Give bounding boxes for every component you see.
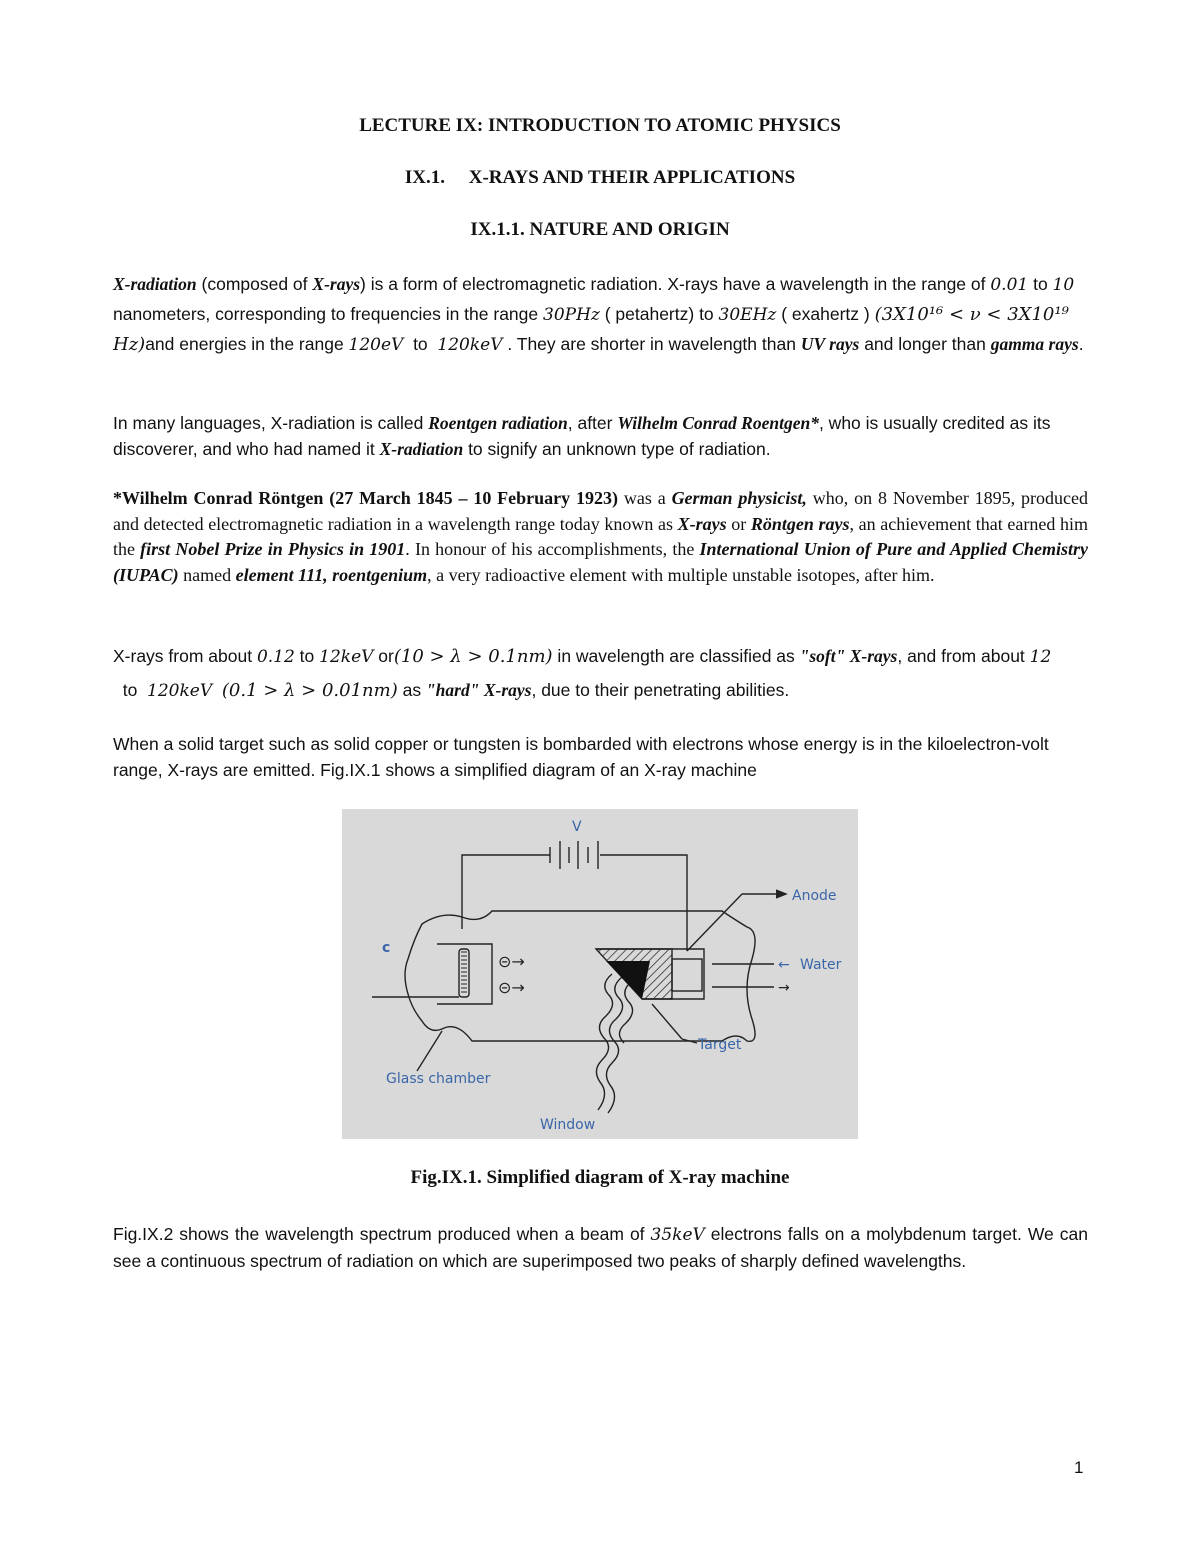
text: to xyxy=(113,680,148,700)
subsection-heading: IX.1.1. NATURE AND ORIGIN xyxy=(470,219,730,240)
water-in-arrow-icon: ← xyxy=(778,957,790,973)
cathode-housing xyxy=(437,944,492,1004)
water-label: Water xyxy=(800,957,842,973)
math-value: 120eV xyxy=(348,335,404,355)
water-out-arrow-icon: → xyxy=(778,980,790,996)
electron-arrow-icon: ⊝→ xyxy=(498,978,525,997)
term-uv-rays: UV rays xyxy=(800,334,860,354)
circuit-wire-left xyxy=(462,855,550,929)
paragraph-soft-hard-xrays xyxy=(113,640,1088,708)
text: ( exahertz ) xyxy=(776,304,875,324)
math-soft-range: (10 > λ > 0.1nm) xyxy=(393,646,553,667)
text: . xyxy=(1078,334,1084,354)
text: . In honour of his accomplishments, the xyxy=(405,539,700,559)
paragraph-xray-machine xyxy=(113,731,1088,783)
term-x-rays: X-rays xyxy=(677,513,727,534)
text: X-rays from about xyxy=(113,646,257,666)
text: in wavelength are classified as xyxy=(552,646,800,666)
anode-label: Anode xyxy=(792,888,837,904)
term-x-radiation: X-radiation xyxy=(379,439,464,459)
math-value: 120keV xyxy=(147,681,213,701)
term-x-rays: X-rays xyxy=(312,274,361,294)
lecture-title: LECTURE IX: INTRODUCTION TO ATOMIC PHYSICS xyxy=(359,115,841,136)
section-heading: IX.1. X-RAYS AND THEIR APPLICATIONS xyxy=(404,167,796,188)
math-hard-range: (0.1 > λ > 0.01nm) xyxy=(221,680,398,701)
text: to xyxy=(403,334,438,354)
target-label: Target xyxy=(698,1037,742,1053)
term-gamma-rays: gamma rays xyxy=(990,334,1079,354)
term-wilhelm-roentgen: Wilhelm Conrad Roentgen* xyxy=(617,413,819,433)
paragraph-roentgen-radiation xyxy=(113,410,1088,462)
text: named xyxy=(178,564,236,585)
text: was a xyxy=(618,488,672,508)
text: and energies in the range xyxy=(145,334,349,354)
page-number: 1 xyxy=(1074,1458,1084,1477)
figure-caption: Fig.IX.1. Simplified diagram of X-ray machine xyxy=(410,1167,790,1188)
text: to xyxy=(1028,274,1053,294)
text: ) is a form of electromagnetic radiation. X-rays have a wavelength in the range of xyxy=(360,274,991,294)
math-value: 0.01 xyxy=(990,275,1029,295)
electron-arrow-icon: ⊝→ xyxy=(498,952,525,971)
math-value: 30PHz xyxy=(543,305,600,325)
text: . They are shorter in wavelength than xyxy=(502,334,801,354)
text: When a solid target such as solid copper or tungsten is bombarded with electrons whose energy is in the kiloelectron-volt range, X-rays are emitted. Fig.IX.1 shows a simplified diagram of an X-ray machine xyxy=(113,734,1049,780)
text: or xyxy=(373,646,394,666)
text: to xyxy=(294,646,320,666)
term-nobel-prize: first Nobel Prize in Physics in 1901 xyxy=(140,539,406,559)
text: , an achievement that earned him the xyxy=(113,513,1088,559)
math-value: 35keV xyxy=(650,1225,705,1245)
paragraph-xray-nature xyxy=(113,270,1088,360)
anode-pointer-head xyxy=(776,890,786,898)
math-frequency-range: (3X10¹⁶ < ν < 3X10¹⁹ Hz) xyxy=(113,304,1069,355)
term-x-radiation: X-radiation xyxy=(113,274,197,294)
xray-beam xyxy=(596,974,612,1110)
math-value: 10 xyxy=(1052,275,1075,295)
math-value: 12 xyxy=(1029,647,1052,667)
math-value: 120keV xyxy=(437,335,503,355)
math-value: 30EHz xyxy=(718,305,777,325)
text: , after xyxy=(567,413,618,433)
water-pipe xyxy=(672,959,702,991)
roentgen-bio-name: *Wilhelm Conrad Röntgen (27 March 1845 – 10 February 1923) xyxy=(113,488,619,508)
text: In many languages, X-radiation is called xyxy=(113,413,429,433)
xray-machine-diagram xyxy=(342,809,858,1139)
text: , and from about xyxy=(897,646,1030,666)
term-roentgenium: element 111, roentgenium xyxy=(235,564,428,585)
text xyxy=(212,680,222,700)
glass-chamber-label: Glass chamber xyxy=(386,1071,491,1087)
text: Fig.IX.2 shows the wavelength spectrum produced when a beam of xyxy=(113,1224,651,1244)
text: , who is usually credited as its discoverer, and who had named it xyxy=(113,413,1051,459)
term-soft-xrays: "soft" X-rays xyxy=(799,646,898,666)
term-roentgen-radiation: Roentgen radiation xyxy=(428,413,568,433)
voltage-label: V xyxy=(572,819,582,835)
paragraph-spectrum xyxy=(113,1221,1088,1274)
text: , a very radioactive element with multiple unstable isotopes, after him. xyxy=(427,564,935,585)
term-german-physicist: German physicist, xyxy=(671,488,807,508)
text: and longer than xyxy=(859,334,991,354)
math-value: 12keV xyxy=(319,647,374,667)
filament-coil xyxy=(461,952,467,992)
text: nanometers, corresponding to frequencies in the range xyxy=(113,304,543,324)
text: electrons falls on a molybdenum target. We can see a continuous spectrum of radiation on which are superimposed two peaks of sharply defined wavelengths. xyxy=(113,1224,1088,1271)
text: ( petahertz) to xyxy=(599,304,719,324)
text: to signify an unknown type of radiation. xyxy=(463,439,771,459)
term-iupac: International Union of Pure and Applied Chemistry (IUPAC) xyxy=(113,539,1089,585)
xray-machine-figure xyxy=(342,809,858,1139)
window-label: Window xyxy=(540,1117,596,1133)
text: who, on 8 November 1895, produced and detected electromagnetic radiation in a wavelength range today known as xyxy=(113,488,1089,534)
text: as xyxy=(397,680,426,700)
text: , due to their penetrating abilities. xyxy=(531,680,790,700)
target-pointer xyxy=(652,1004,682,1039)
anode-pointer xyxy=(687,894,742,951)
term-rontgen-rays: Röntgen rays xyxy=(750,513,850,534)
cathode-label: c xyxy=(382,940,391,956)
text: or xyxy=(726,513,751,534)
math-value: 0.12 xyxy=(256,647,295,667)
text: (composed of xyxy=(196,274,313,294)
paragraph-roentgen-biography xyxy=(113,486,1088,588)
circuit-wire-right xyxy=(600,855,687,951)
term-hard-xrays: "hard" X-rays xyxy=(425,680,532,700)
glass-pointer xyxy=(417,1031,442,1071)
